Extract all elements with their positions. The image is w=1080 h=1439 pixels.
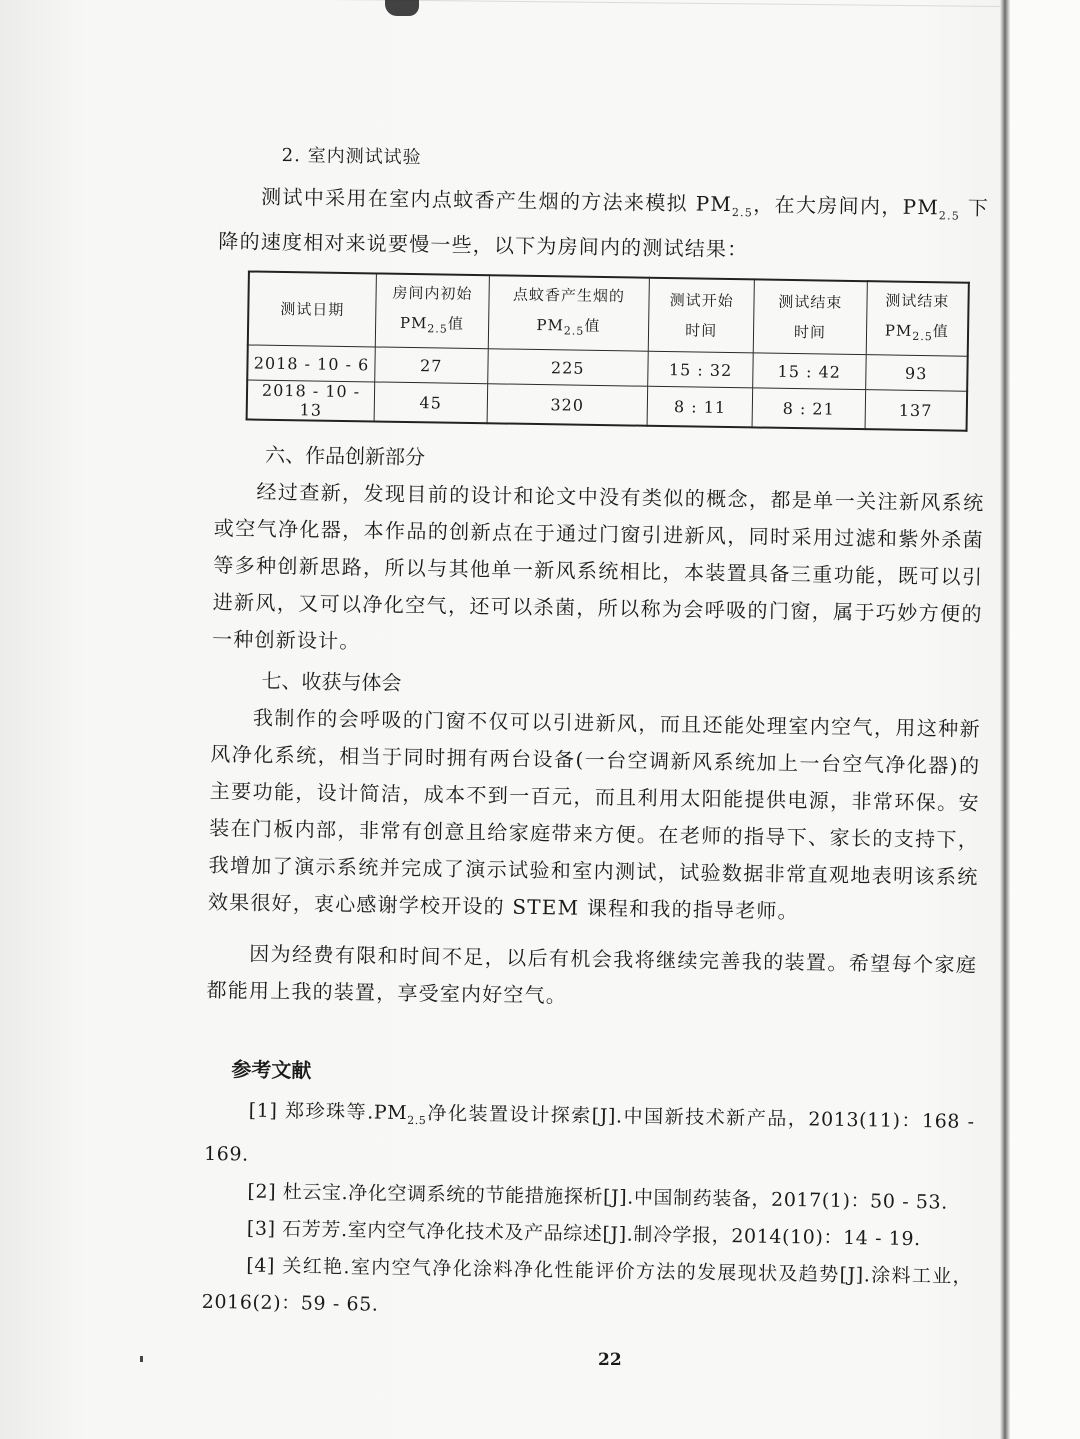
reflection-heading: 七、收获与体会 [261, 668, 402, 695]
reference-item: [4] 关红艳.室内空气净化涂料净化性能评价方法的发展现状及趋势[J].涂料工业，2016(2)：59 - 65. [201, 1254, 973, 1316]
top-ink-mark [385, 0, 419, 16]
cell-smoke: 225 [487, 349, 648, 387]
header-start-time: 测试开始 时间 [648, 278, 754, 353]
test-results-table [246, 270, 970, 431]
cell-end: 15 : 42 [753, 353, 866, 390]
pm-subscript: 2.5 [731, 206, 754, 220]
table-header-row [248, 271, 969, 356]
page-edge [1010, 0, 1080, 1439]
reflection-paragraph-1: 我制作的会呼吸的门窗不仅可以引进新风，而且还能处理室内空气，用这种新风净化系统，相当于同时拥有两台设备(一台空调新风系统加上一台空气净化器)的主要功能，设计简洁，成本不到一百元，而且利用太阳能提供电源，非常环保。安装在门板内部，非常有创意且给家庭带来方便。在老师的指导下、家长的支持下，我增加了演示系统并完成了演示试验和室内测试，试验数据非常直观地表明该系统效果很好，衷心感谢学校开设的 STEM 课程和我的指导老师。 [207, 705, 982, 924]
cell-date: 2018 - 10 - 13 [247, 380, 375, 421]
page-number: 22 [598, 1350, 622, 1370]
cell-end-pm: 137 [865, 390, 968, 431]
intro-text-a: 测试中采用在室内点蚊香产生烟的方法来模拟 PM [260, 184, 733, 217]
intro-text-c: 下降的速度相对来说要慢一些，以下为房间内的测试结果： [218, 195, 990, 262]
scan-speck [140, 1356, 143, 1362]
reflection-paragraph-2: 因为经费有限和时间不足，以后有机会我将继续完善我的装置。希望每个家庭都能用上我的装置，享受室内好空气。 [206, 941, 978, 1008]
cell-initial: 27 [375, 347, 488, 384]
intro-text-b: ，在大房间内，PM [752, 192, 940, 220]
cell-end-pm: 93 [865, 355, 967, 392]
header-smoke-pm: 点蚊香产生烟的 $PM_{2.5}$值 [488, 275, 650, 351]
cell-end: 8 : 21 [752, 388, 865, 429]
intro-paragraph [218, 178, 989, 272]
cell-smoke: 320 [487, 384, 648, 426]
header-end-time: 测试结束 时间 [753, 279, 867, 354]
header-initial-pm: 房间内初始 $PM_{2.5}$值 [375, 273, 489, 348]
header-end-pm: 测试结束 $PM_{2.5}$值 [866, 281, 969, 356]
page-content [201, 140, 989, 1333]
cell-start: 8 : 11 [647, 386, 753, 427]
reference-item: [2] 杜云宝.净化空调系统的节能措施探析[J].中国制药装备，2017(1)：50 - 53. [247, 1180, 949, 1214]
cell-start: 15 : 32 [648, 351, 754, 388]
subsection-title: 2. 室内测试试验 [281, 144, 422, 169]
header-date: 测试日期 [248, 271, 377, 346]
cell-date: 2018 - 10 - 6 [247, 345, 375, 382]
binding-shadow [1000, 0, 1010, 1439]
references-heading: 参考文献 [231, 1057, 312, 1083]
innovation-heading: 六、作品创新部分 [264, 442, 426, 470]
top-edge-lines [230, 0, 1000, 27]
pm-subscript: 2.5 [938, 209, 961, 223]
cell-initial: 45 [374, 382, 487, 423]
reference-item: [3] 石芳芳.室内空气净化技术及产品综述[J].制冷学报，2014(10)：14 - 19. [246, 1217, 921, 1250]
innovation-paragraph: 经过查新，发现目前的设计和论文中没有类似的概念，都是单一关注新风系统或空气净化器，本作品的创新点在于通过门窗引进新风，同时采用过滤和紫外杀菌等多种创新思路，所以与其他单一新风系统相比，本装置具备三重功能，既可以引进新风，又可以净化空气，还可以杀菌，所以称为会呼吸的门窗，属于巧妙方便的一种创新设计。 [211, 479, 985, 654]
reference-item: [1] 郑珍珠等$.PM_{2.5}$净化装置设计探索[J].中国新技术新产品，2013(11)：168 - 169. [203, 1099, 975, 1166]
